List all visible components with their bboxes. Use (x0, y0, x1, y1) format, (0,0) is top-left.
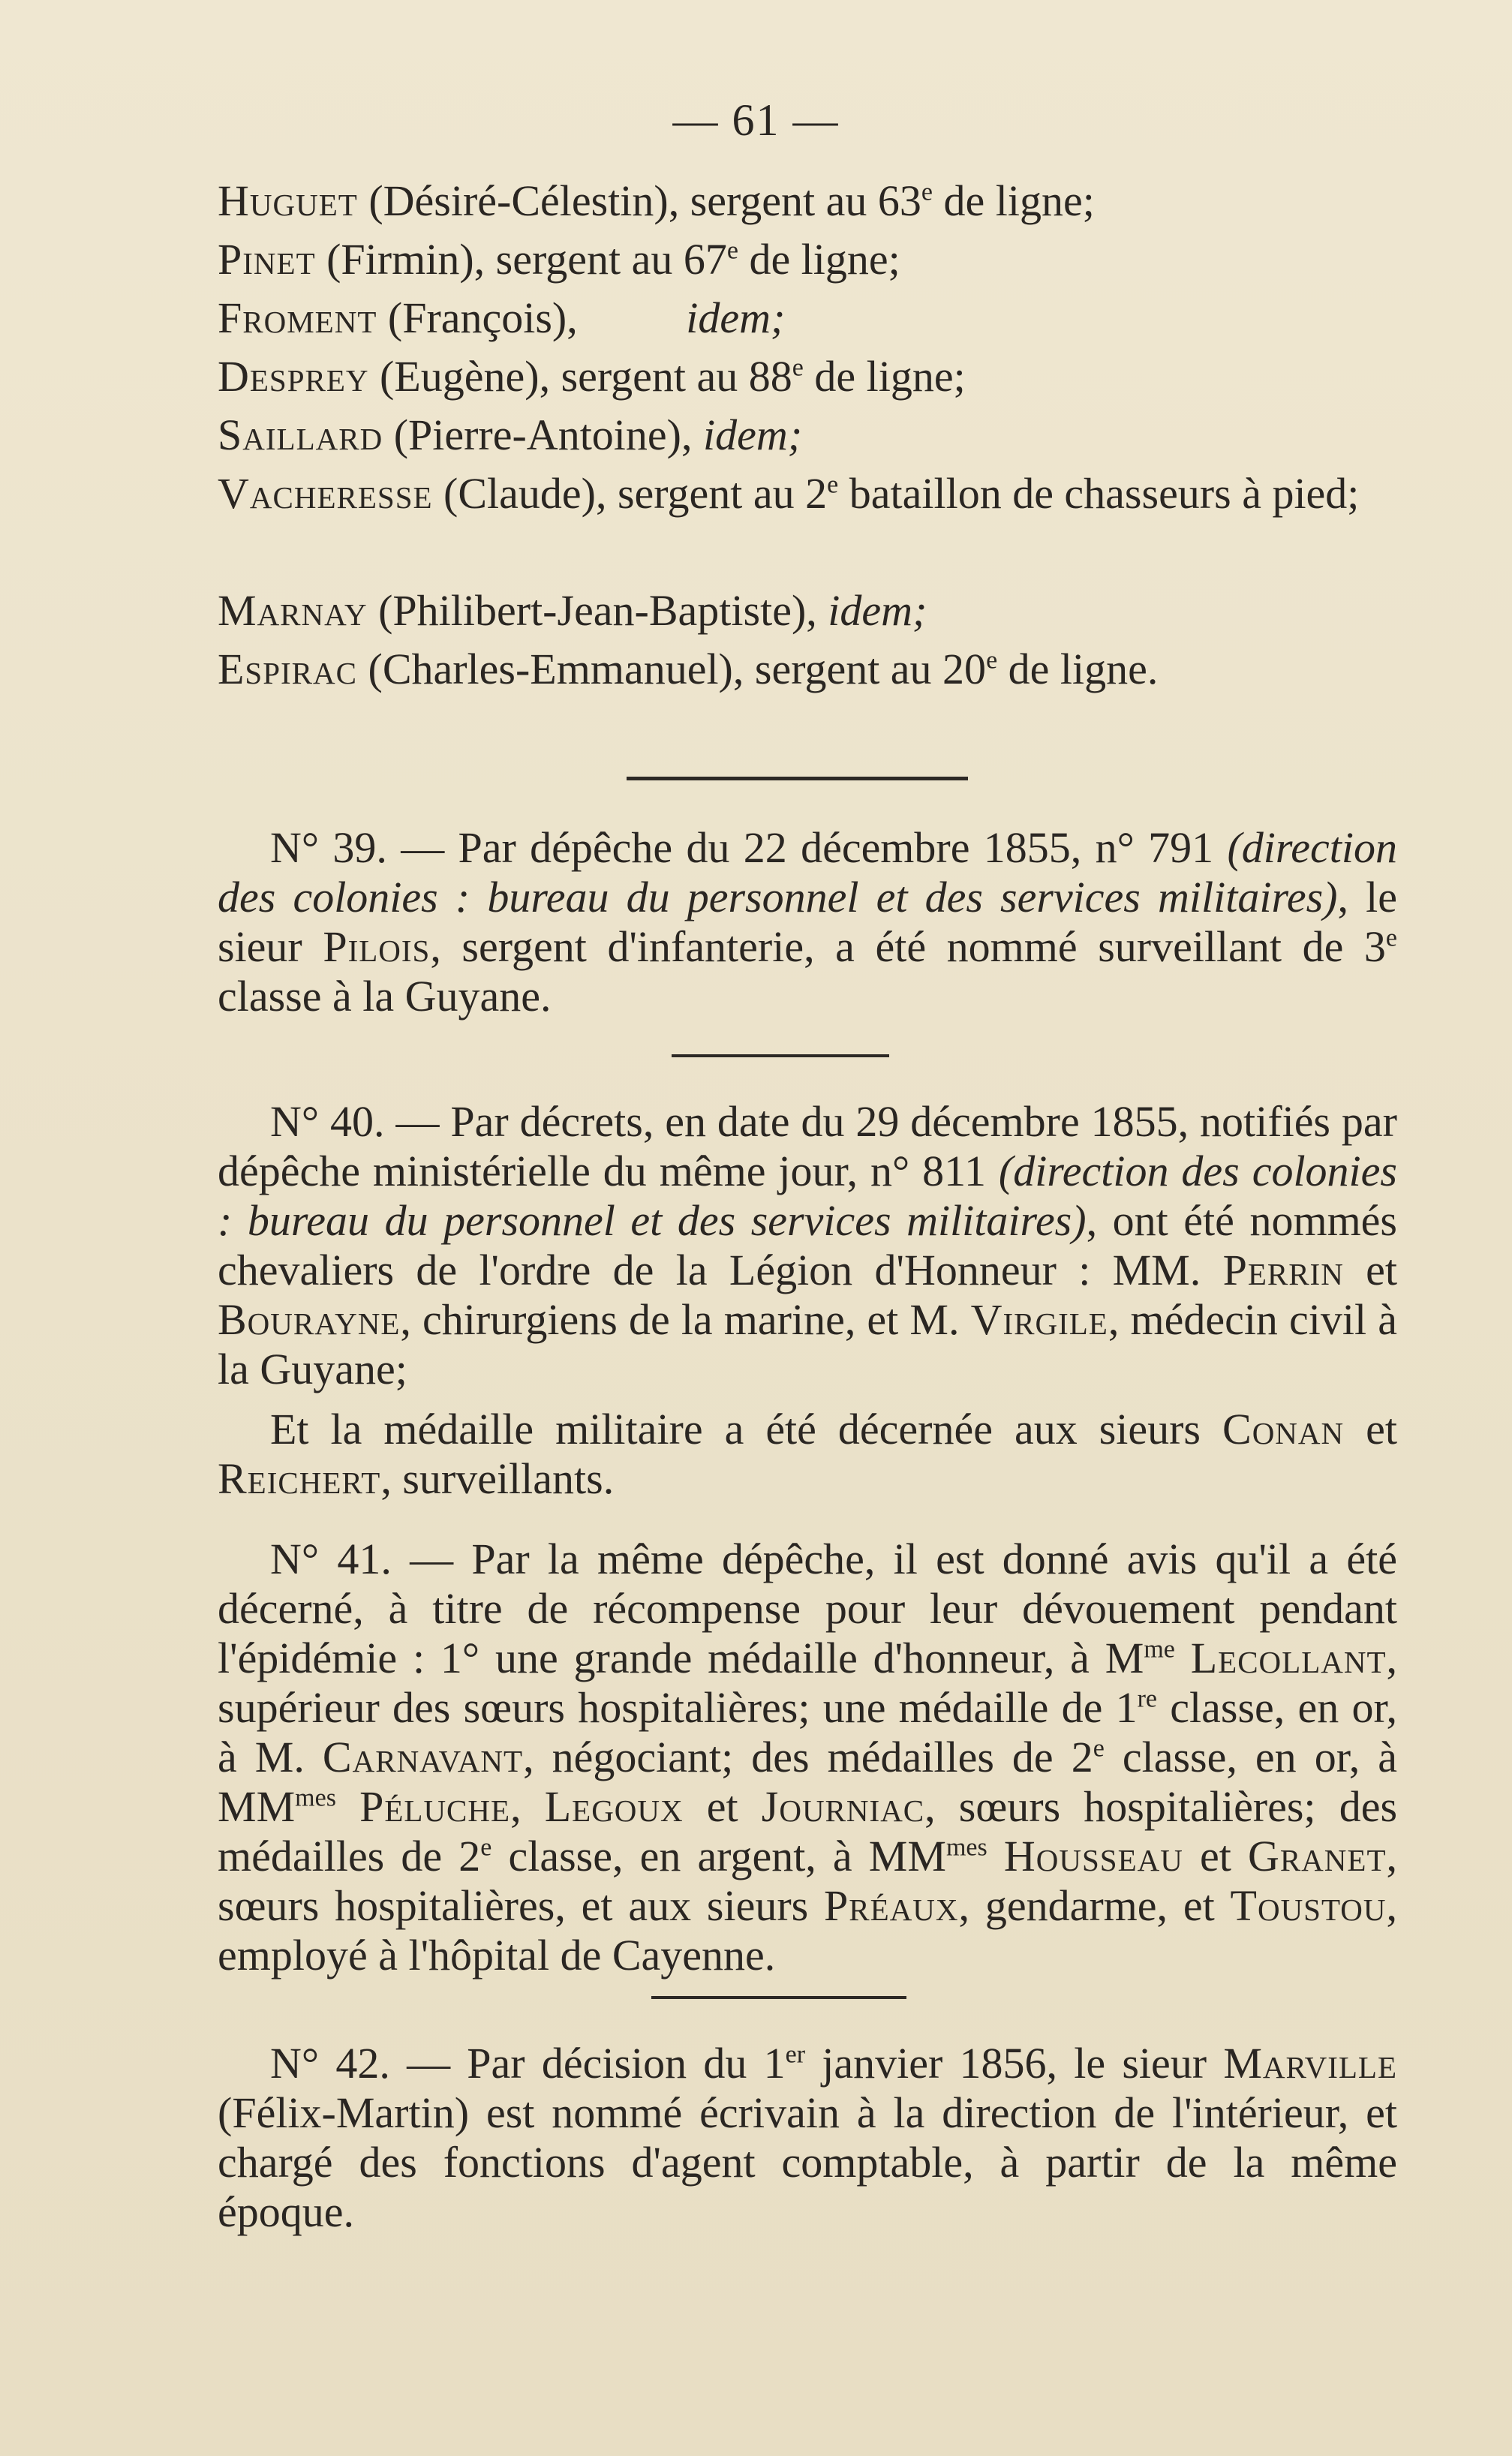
superscript: e (921, 178, 933, 206)
person-name: Perrin (1222, 1246, 1344, 1294)
entry-text: de ligne. (997, 645, 1159, 693)
person-name: Pilois (323, 922, 431, 971)
person-name: Lecollant (1190, 1634, 1387, 1682)
paragraph-text: , employé à l'hôpital de Cayenne. (218, 1881, 1398, 1980)
paragraph-text: , (510, 1782, 545, 1831)
person-name: Bourayne (218, 1295, 401, 1344)
superscript: re (1137, 1685, 1158, 1713)
person-name: Reichert (218, 1454, 381, 1503)
idem-text: idem; (702, 410, 803, 459)
paragraph-text: — Par la même dépêche, il est donné avis qu'il a été décerné, à titre de récompense pour leur dévouement pendant l'épidémie : 1° une grande médaille d'honneur, à M (218, 1535, 1397, 1682)
paragraph-text: , le sieur (218, 873, 1397, 971)
list-item (218, 410, 1442, 460)
list-item (218, 586, 1442, 636)
article-number: N° 39. (270, 823, 387, 872)
paragraph-text: janvier 1856, le sieur (805, 2039, 1224, 2088)
paragraph-text: , chirurgiens de la marine, et M. (400, 1295, 971, 1344)
paragraph-text: , supérieur des sœurs hospitalières; une médaille de 1 (218, 1634, 1398, 1732)
entry-text: (François), (387, 293, 578, 342)
person-name: Housseau (1003, 1832, 1183, 1880)
person-name: Espirac (218, 645, 357, 693)
paragraph-text (987, 1832, 1004, 1880)
paragraph-text: classe, en or, à M. (218, 1683, 1397, 1781)
person-name: Vacheresse (218, 469, 433, 518)
idem-text: idem; (828, 586, 927, 635)
italic-text: (direction des colonies : bureau du personnel et des services militaires) (218, 823, 1397, 921)
paragraph-text: , sœurs hospitalières, et aux sieurs (218, 1832, 1397, 1930)
person-name: Préaux (824, 1881, 959, 1930)
paragraph-n40-medal (218, 1405, 1397, 1504)
superscript: e (726, 236, 738, 265)
paragraph-text: et (1343, 1246, 1397, 1294)
paragraph-text (336, 1782, 359, 1831)
entry-text: (Firmin), sergent au 67 (326, 235, 727, 284)
paragraph-text: , sœurs hospitalières; des médailles de 2 (218, 1782, 1398, 1880)
person-name: Desprey (218, 352, 369, 401)
paragraph-text: et (1344, 1405, 1397, 1453)
list-item (218, 352, 1442, 401)
paragraph-text: — Par dépêche du 22 décembre 1855, n° 791 (386, 823, 1228, 872)
paragraph-text: , ont été nommés chevaliers de l'ordre de la Légion d'Honneur : MM. (218, 1196, 1397, 1294)
person-name: Froment (218, 293, 377, 342)
entry-text: (Pierre-Antoine), (393, 410, 693, 459)
paragraph-text: classe, en or, à MM (218, 1733, 1397, 1831)
paragraph-text: et (683, 1782, 762, 1831)
paragraph-text: (Félix-Martin) est nommé écrivain à la direction de l'intérieur, et chargé des fonctions d'agent comptable, à partir de la même époque. (218, 2088, 1397, 2236)
entry-text: (Philibert-Jean-Baptiste), (378, 586, 817, 635)
person-name: Huguet (218, 176, 358, 225)
section-divider (672, 1054, 889, 1057)
person-name: Carnavant (322, 1733, 524, 1781)
person-name: Pinet (218, 235, 316, 284)
person-name: Saillard (218, 410, 383, 459)
person-name: Conan (1222, 1405, 1345, 1453)
list-item (218, 176, 1442, 226)
paragraph-text: — Par décision du 1 (389, 2039, 786, 2088)
superscript: e (827, 470, 839, 499)
superscript: e (986, 646, 998, 675)
paragraph-n39 (218, 823, 1397, 1021)
article-number: N° 41. (270, 1535, 392, 1583)
paragraph-text: classe, en argent, à MM (491, 1832, 946, 1880)
paragraph-text: , gendarme, et (958, 1881, 1231, 1930)
paragraph-text: , sergent d'infanterie, a été nommé surveillant de 3 (430, 922, 1386, 971)
person-name: Granet (1247, 1832, 1387, 1880)
paragraph-text (1175, 1634, 1191, 1682)
italic-text: (direction des colonies : bureau du personnel et des services militaires) (218, 1147, 1397, 1245)
superscript: e (1093, 1734, 1105, 1763)
superscript: mes (295, 1784, 336, 1812)
paragraph-n42 (218, 2039, 1397, 2237)
list-item (218, 645, 1442, 694)
superscript: e (1385, 924, 1398, 952)
superscript: er (785, 2040, 806, 2069)
list-item (218, 469, 1442, 519)
article-number: N° 42. (270, 2039, 390, 2088)
person-name: Marville (1223, 2039, 1397, 2088)
paragraph-text: , négociant; des médailles de 2 (523, 1733, 1093, 1781)
paragraph-text: Et la médaille militaire a été décernée aux sieurs (270, 1405, 1223, 1453)
person-name: Virgile (970, 1295, 1108, 1344)
entry-text: de ligne; (738, 235, 900, 284)
paragraph-n41 (218, 1535, 1397, 1980)
paragraph-n40 (218, 1097, 1397, 1394)
entry-text: bataillon de chasseurs à pied; (838, 469, 1360, 518)
entry-text: (Claude), sergent au 2 (443, 469, 828, 518)
paragraph-text: — Par décrets, en date du 29 décembre 1855, notifiés par dépêche ministérielle du même jour, n° 811 (218, 1097, 1397, 1195)
person-name: Toustou (1230, 1881, 1387, 1930)
superscript: mes (945, 1833, 987, 1862)
paragraph-text: classe à la Guyane. (218, 972, 552, 1021)
paragraph-text: , médecin civil à la Guyane; (218, 1295, 1397, 1393)
superscript: e (480, 1833, 492, 1862)
entry-text: (Charles-Emmanuel), sergent au 20 (368, 645, 987, 693)
entry-text: (Désiré-Célestin), sergent au 63 (368, 176, 921, 225)
section-divider (651, 1996, 906, 1999)
person-name: Marnay (218, 586, 368, 635)
section-divider (627, 777, 968, 780)
person-name: Péluche (359, 1782, 511, 1831)
superscript: me (1144, 1635, 1175, 1664)
idem-text: idem; (686, 293, 786, 342)
list-item (218, 293, 1442, 343)
paragraph-text: et (1183, 1832, 1248, 1880)
person-name: Journiac (761, 1782, 925, 1831)
entry-text: de ligne; (933, 176, 1095, 225)
page-number: — 61 — (672, 95, 840, 145)
entry-text: de ligne; (803, 352, 966, 401)
article-number: N° 40. (270, 1097, 385, 1146)
list-item (218, 235, 1442, 284)
superscript: e (792, 353, 804, 382)
entry-text: (Eugène), sergent au 88 (380, 352, 792, 401)
person-name: Legoux (544, 1782, 684, 1831)
paragraph-text: , surveillants. (380, 1454, 615, 1503)
